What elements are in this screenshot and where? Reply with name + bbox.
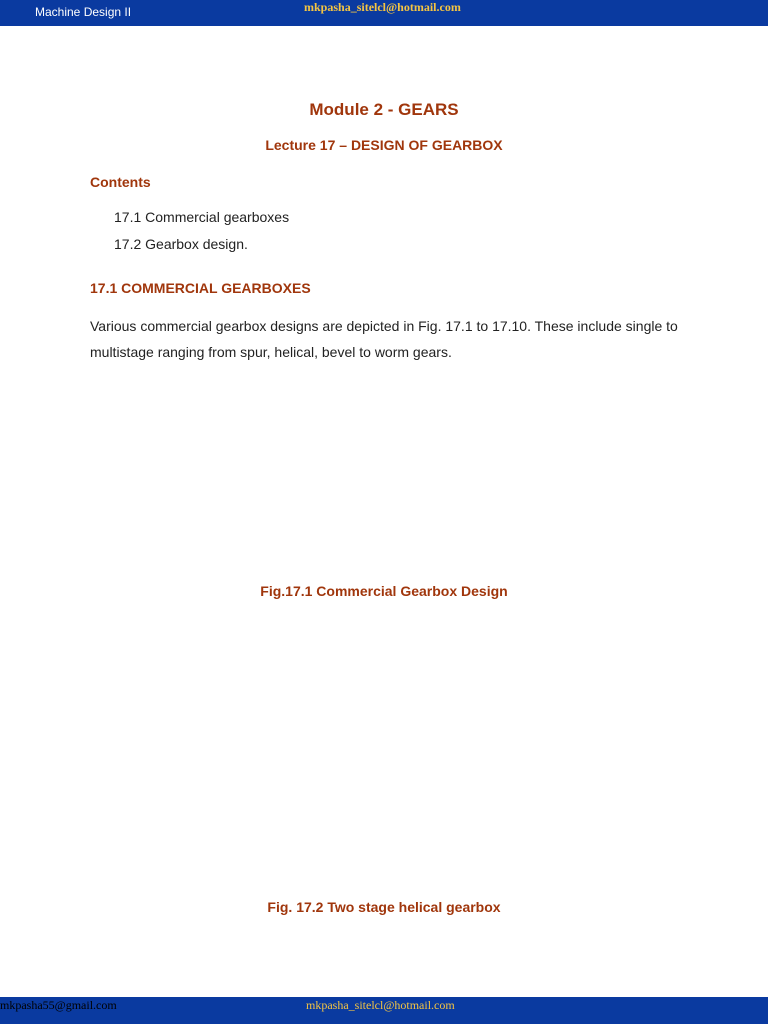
figure-2-placeholder [90,615,680,885]
header-course-title: Machine Design II [35,5,132,19]
body-paragraph: Various commercial gearbox designs are depicted in Fig. 17.1 to 17.10. These include single to multistage ranging from spur, helical, bevel to worm gears. [90,318,678,360]
footer-email-left: mkpasha55@gmail.com [0,998,117,1012]
figure-1-placeholder [90,370,680,570]
figure-caption: Fig.17.1 Commercial Gearbox Design [260,583,508,599]
page-title: Module 2 - GEARS [309,100,459,119]
page-header-bar [0,0,768,26]
page-footer-bar [0,997,768,1024]
contents-heading: Contents [90,174,151,190]
lecture-title: Lecture 17 – DESIGN OF GEARBOX [265,137,503,153]
footer-email-center: mkpasha_sitelcl@hotmail.com [306,998,455,1012]
figure-caption: Fig. 17.2 Two stage helical gearbox [267,899,501,915]
section-heading: 17.1 COMMERCIAL GEARBOXES [90,280,311,296]
header-email: mkpasha_sitelcl@hotmail.com [304,0,461,14]
toc-item: 17.2 Gearbox design. [114,236,248,252]
toc-item: 17.1 Commercial gearboxes [114,209,290,225]
